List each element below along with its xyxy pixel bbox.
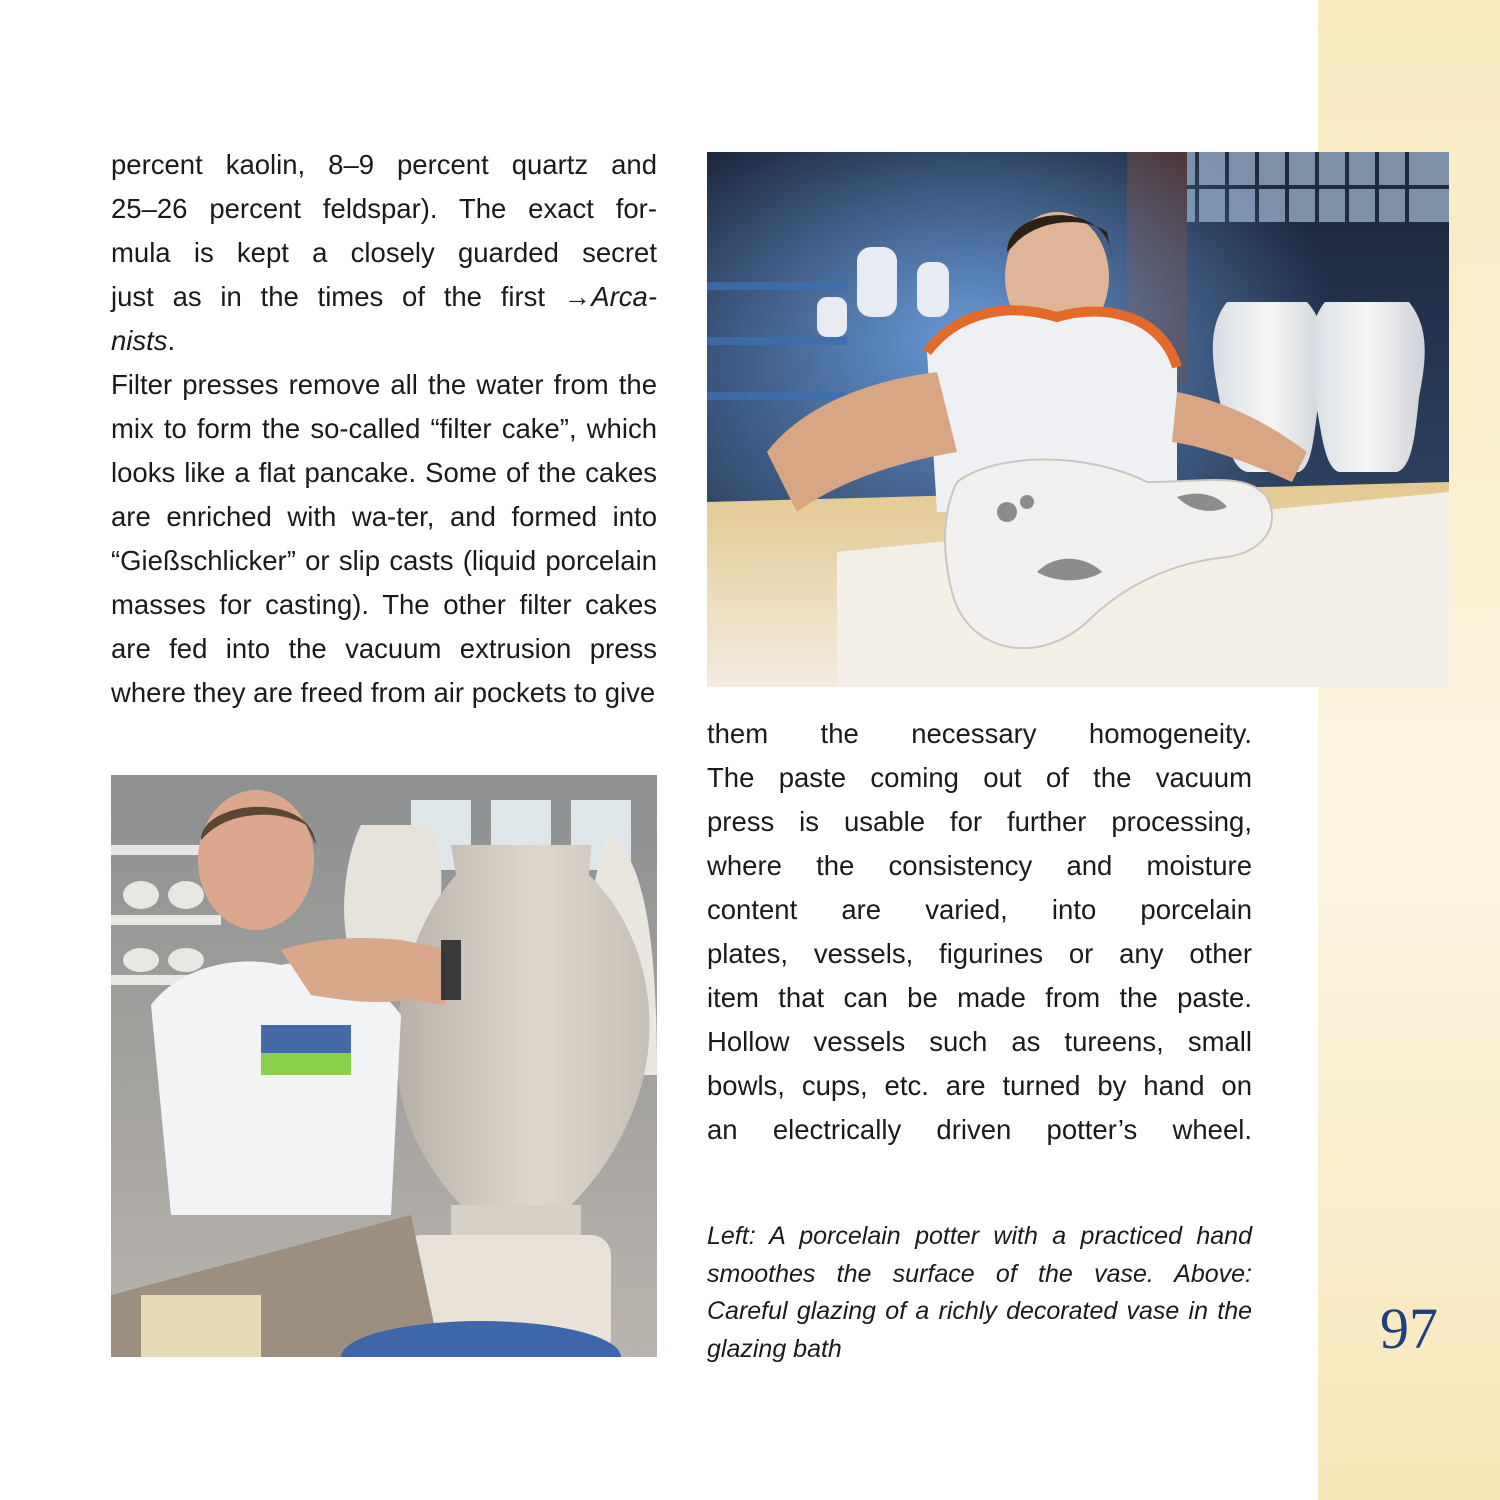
- paragraph-1-end: [111, 319, 657, 363]
- text-line: plates, vessels, figurines or any other: [707, 938, 1252, 969]
- potter-photo-image: [111, 775, 657, 1357]
- text-line: them the necessary homogeneity.: [707, 718, 1252, 749]
- text-line: just as in the times of the first →: [111, 281, 592, 312]
- text-line: item that can be made from the paste.: [707, 982, 1252, 1013]
- photo-caption: Left: A porcelain potter with a practiced hand smoothes the surface of the vase. Above: Careful glazing of a richly decorated vase in the glazing bath: [707, 1222, 1252, 1363]
- text-line: 25–26 percent feldspar). The exact for-: [111, 193, 657, 224]
- text-line: where the consistency and moisture: [707, 850, 1252, 881]
- text-line: percent kaolin, 8–9 percent quartz and: [111, 149, 657, 180]
- arcanists-link-part1[interactable]: Arca-: [591, 281, 657, 312]
- text-period: .: [167, 325, 176, 356]
- arcanists-link-part2[interactable]: nists: [111, 325, 168, 356]
- paragraph-1: [111, 143, 657, 319]
- text-line: The paste coming out of the vacuum: [707, 762, 1252, 793]
- right-text-column: [707, 712, 1252, 1152]
- text-line: mula is kept a closely guarded secret: [111, 237, 657, 268]
- text-line: Hollow vessels such as tureens, small: [707, 1026, 1252, 1057]
- text-line: content are varied, into porcelain: [707, 894, 1252, 925]
- photo-glazing-worker: [707, 152, 1449, 687]
- photo-potter-smoothing-vase: [111, 775, 657, 1357]
- left-text-column: [111, 143, 657, 715]
- page-number: 97: [1380, 1296, 1438, 1361]
- paragraph-2: Filter presses remove all the water from the mix to form the so-called “filter cake”, which looks like a flat pancake. Some of the cakes are enriched with wa-ter, and formed into “Gießschlicker” or slip casts (liquid porcelain masses for casting). The other filter cakes are fed into the vacuum extrusion press where they are freed from air pockets to give: [111, 369, 657, 708]
- glazing-photo-image: [707, 152, 1449, 687]
- text-line: press is usable for further processing,: [707, 806, 1252, 837]
- text-line: an electrically driven potter’s wheel.: [707, 1114, 1252, 1145]
- text-line: bowls, cups, etc. are turned by hand on: [707, 1070, 1252, 1101]
